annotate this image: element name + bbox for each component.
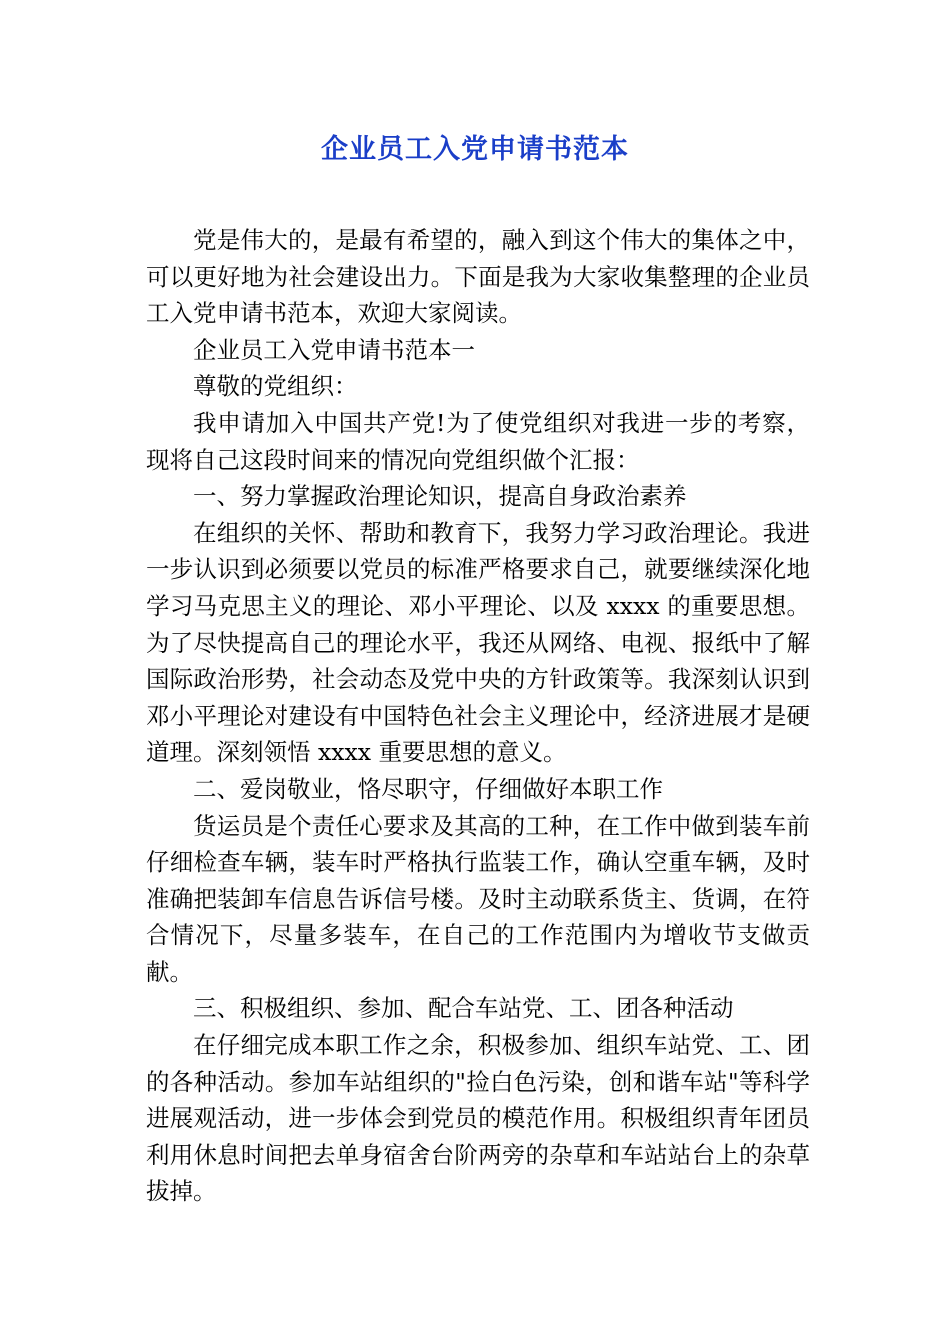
paragraph-section-1: 在组织的关怀、帮助和教育下，我努力学习政治理论。我进一步认识到必须要以党员的标准严格要求自己，就要继续深化地学习马克思主义的理论、邓小平理论、以及 xxxx 的重要思想。为了尽快提高自己的理论水平，我还从网络、电视、报纸中了解国际政治形势，社会动态及党中央的方针政策等。我深刻认识到邓小平理论对建设有中国特色社会主义理论中，经济进展才是硬道理。深刻领悟 xxxx 重要思想的意义。: [146, 518, 810, 767]
paragraph-section-2: 货运员是个责任心要求及其高的工种，在工作中做到装车前仔细检查车辆，装车时严格执行监装工作，确认空重车辆，及时准确把装卸车信息告诉信号楼。及时主动联系货主、货调，在符合情况下，尽量多装车，在自己的工作范围内为增收节支做贡献。: [146, 811, 810, 986]
section-heading-2: 二、爱岗敬业，恪尽职守，仔细做好本职工作: [193, 774, 663, 803]
section-heading-3: 三、积极组织、参加、配合车站党、工、团各种活动: [193, 994, 734, 1023]
document-body: [146, 222, 810, 1210]
paragraph-section-3: 在仔细完成本职工作之余，积极参加、组织车站党、工、团的各种活动。参加车站组织的"捡白色污染，创和谐车站"等科学进展观活动，进一步体会到党员的模范作用。积极组织青年团员利用休息时间把去单身宿舍台阶两旁的杂草和车站站台上的杂草拔掉。: [146, 1031, 810, 1206]
section-heading-1: 一、努力掌握政治理论知识，提高自身政治素养: [193, 482, 687, 511]
paragraph-sample-heading: 企业员工入党申请书范本一: [193, 335, 475, 364]
paragraph-intro: 党是伟大的，是最有希望的，融入到这个伟大的集体之中，可以更好地为社会建设出力。下面是我为大家收集整理的企业员工入党申请书范本，欢迎大家阅读。: [146, 226, 810, 328]
paragraph-salutation: 尊敬的党组织：: [193, 372, 358, 401]
paragraph-application: 我申请加入中国共产党!为了使党组织对我进一步的考察，现将自己这段时间来的情况向党组织做个汇报：: [146, 408, 810, 474]
document-title: 企业员工入党申请书范本: [321, 134, 629, 165]
